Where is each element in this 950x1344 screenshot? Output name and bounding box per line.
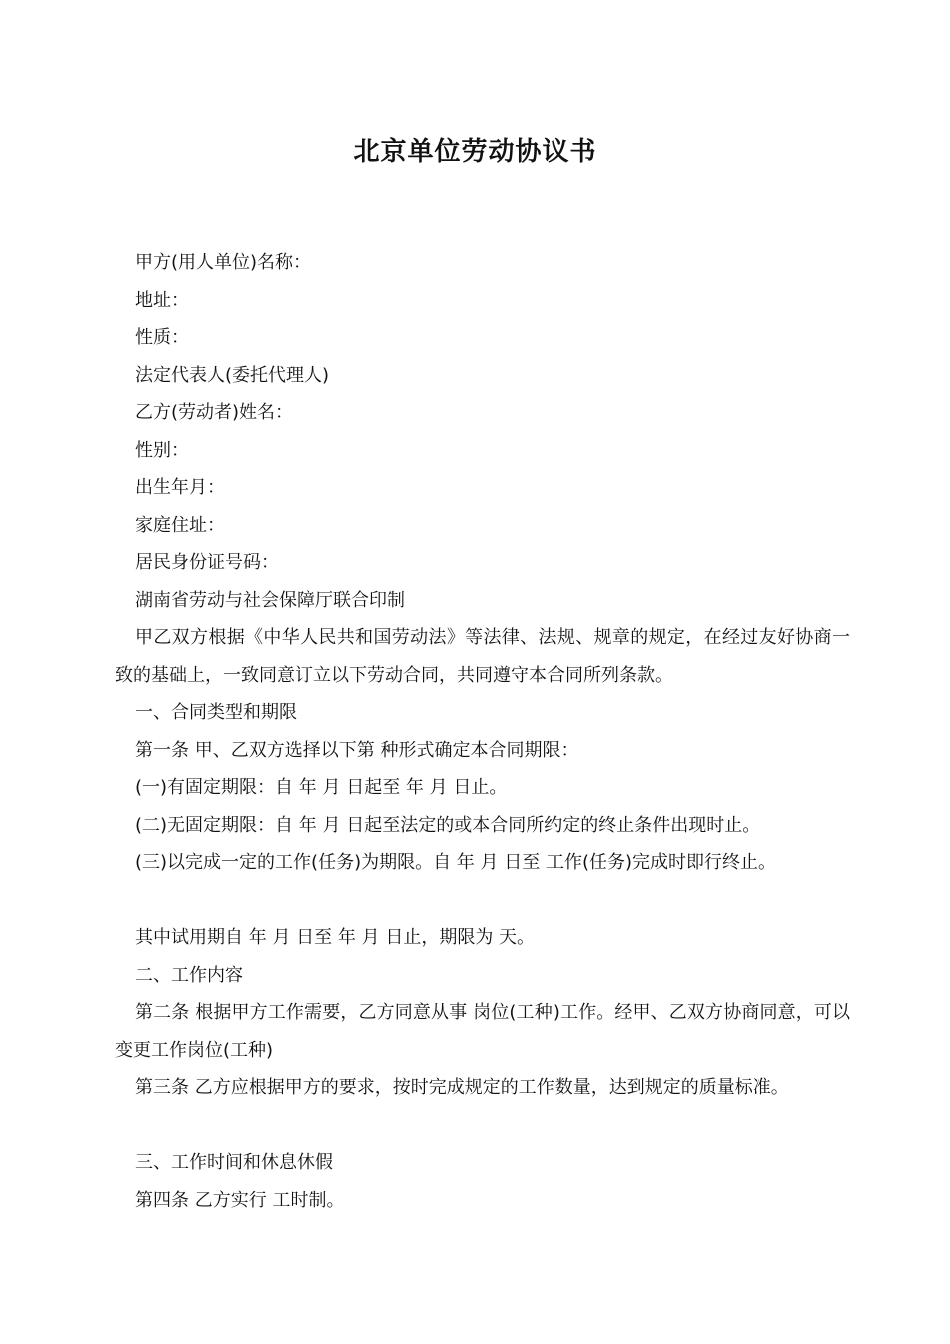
field-gender: 性别：: [135, 439, 189, 461]
document-body: [115, 244, 850, 1219]
field-address: 地址：: [135, 289, 189, 311]
article-1: 第一条 甲、乙双方选择以下第 种形式确定本合同期限：: [135, 739, 579, 761]
term-option-fixed: (一)有固定期限：自 年 月 日起至 年 月 日止。: [135, 777, 508, 798]
field-party-b-name: 乙方(劳动者)姓名：: [135, 402, 294, 423]
probation-period: 其中试用期自 年 月 日至 年 月 日止，期限为 天。: [135, 927, 536, 948]
field-legal-rep: 法定代表人(委托代理人): [135, 364, 330, 386]
preamble-paragraph: 甲乙双方根据《中华人民共和国劳动法》等法律、法规、规章的规定，在经过友好协商一致的基础上，一致同意订立以下劳动合同，共同遵守本合同所列条款。: [115, 627, 850, 686]
section-heading-work-hours: 三、工作时间和休息休假: [135, 1152, 333, 1173]
blank-line: [115, 882, 850, 920]
field-birth: 出生年月：: [135, 477, 225, 498]
term-option-task: (三)以完成一定的工作(任务)为期限。自 年 月 日至 工作(任务)完成时即行终止。: [135, 852, 777, 873]
field-nature: 性质：: [135, 327, 189, 348]
blank-line: [115, 1107, 850, 1145]
article-2: 第二条 根据甲方工作需要，乙方同意从事 岗位(工种)工作。经甲、乙双方协商同意，可以变更工作岗位(工种): [115, 1002, 850, 1061]
field-id-number: 居民身份证号码：: [135, 552, 279, 573]
field-home-address: 家庭住址：: [135, 514, 225, 536]
printed-by-note: 湖南省劳动与社会保障厅联合印制: [135, 589, 405, 611]
document-title: 北京单位劳动协议书: [353, 137, 597, 167]
article-3: 第三条 乙方应根据甲方的要求，按时完成规定的工作数量，达到规定的质量标准。: [135, 1077, 789, 1098]
section-heading-contract-type: 一、合同类型和期限: [135, 702, 297, 723]
field-party-a-name: 甲方(用人单位)名称：: [135, 252, 312, 273]
article-4: 第四条 乙方实行 工时制。: [135, 1189, 345, 1211]
section-heading-work-content: 二、工作内容: [135, 964, 243, 986]
term-option-open: (二)无固定期限：自 年 月 日起至法定的或本合同所约定的终止条件出现时止。: [135, 814, 761, 836]
